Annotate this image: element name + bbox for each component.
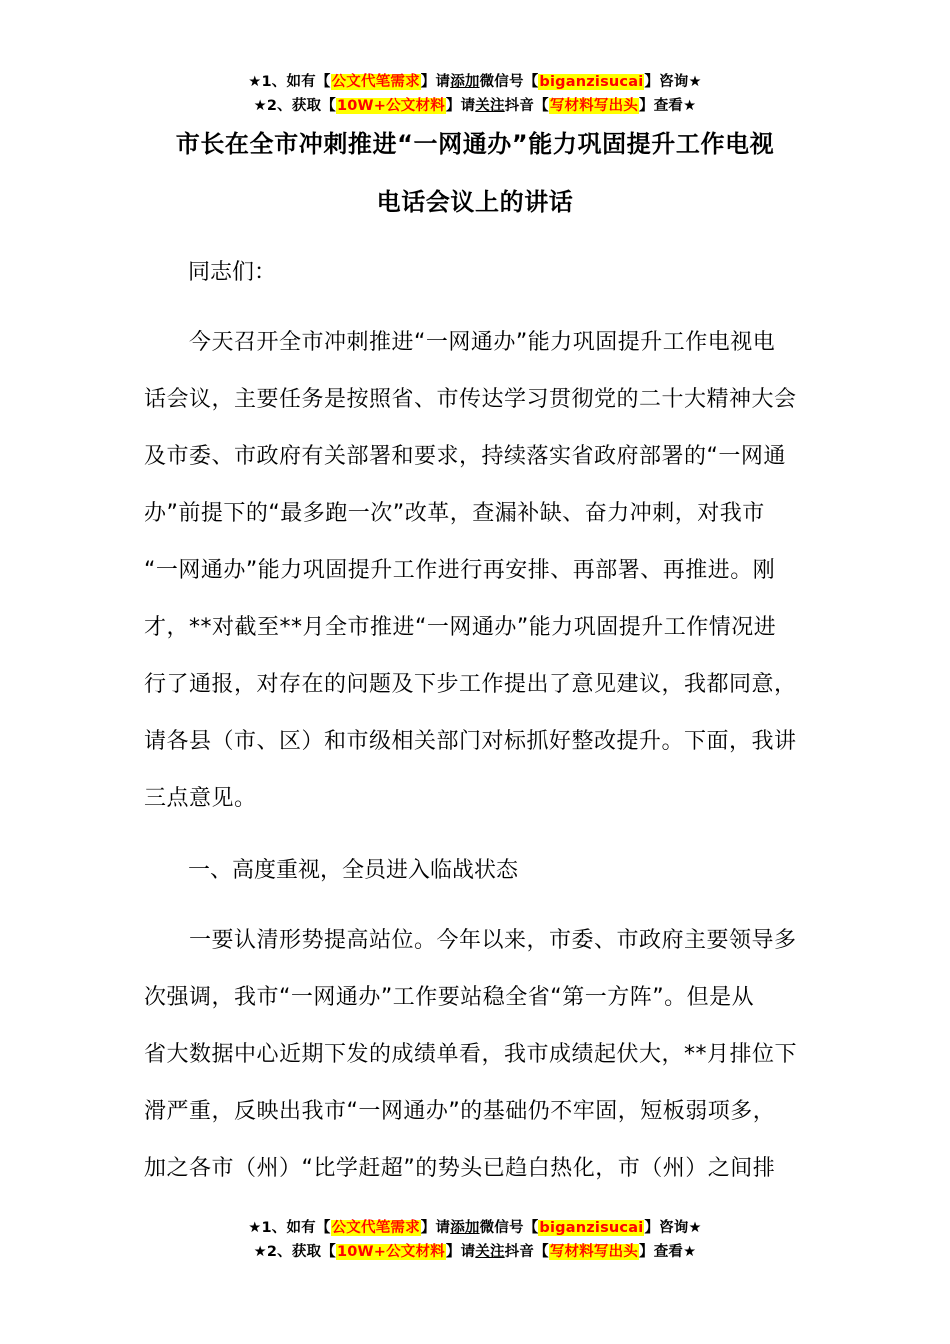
promo-line-2 — [0, 1240, 950, 1264]
promo-text: 】咨询★ — [644, 74, 702, 90]
text-line: 三点意见。 — [144, 786, 257, 811]
document-title-line-1: 市长在全市冲刺推进“一网通办”能力巩固提升工作电视 — [175, 130, 775, 158]
text-line: 今天召开全市冲刺推进“一网通办”能力巩固提升工作电视电 — [144, 330, 776, 355]
promo-highlight: 10W+公文材料 — [336, 98, 445, 114]
promo-text: 】请 — [445, 98, 476, 114]
promo-underline: 关注 — [475, 98, 505, 114]
text-line: 办”前提下的“最多跑一次”改革，查漏补缺、奋力冲刺，对我市 — [144, 501, 765, 526]
promo-highlight: 10W+公文材料 — [336, 1244, 445, 1260]
promo-text: ★2、获取【 — [253, 1244, 336, 1260]
text-line: 次强调，我市“一网通办”工作要站稳全省“第一方阵”。但是从 — [144, 985, 755, 1010]
text-line: 才，**对截至**月全市推进“一网通办”能力巩固提升工作情况进 — [144, 615, 777, 640]
promo-text: 】请 — [420, 1220, 451, 1236]
promo-banner-bottom — [0, 1216, 950, 1264]
promo-highlight: 公文代笔需求 — [331, 74, 420, 90]
promo-text: 】请 — [445, 1244, 476, 1260]
text-line: 一要认清形势提高站位。今年以来，市委、市政府主要领导多 — [144, 928, 797, 953]
text-line: 请各县（市、区）和市级相关部门对标抓好整改提升。下面，我讲 — [144, 729, 797, 754]
promo-text: 抖音【 — [504, 1244, 549, 1260]
text-line: “一网通办”能力巩固提升工作进行再安排、再部署、再推进。刚 — [144, 558, 776, 583]
paragraph-1 — [144, 326, 809, 839]
section-heading-1: 一、高度重视，全员进入临战状态 — [144, 858, 519, 883]
promo-text: 】请 — [420, 74, 451, 90]
paragraph-2 — [144, 924, 809, 1209]
promo-text: ★1、如有【 — [248, 74, 331, 90]
promo-underline: 添加 — [450, 74, 480, 90]
text-line: 及市委、市政府有关部署和要求，持续落实省政府部署的“一网通 — [144, 444, 786, 469]
promo-highlight: 写材料写出头 — [549, 1244, 639, 1260]
promo-text: 微信号【 — [479, 74, 539, 90]
promo-line-1 — [0, 1216, 950, 1240]
promo-text: 抖音【 — [504, 98, 549, 114]
document-title-line-2: 电话会议上的讲话 — [376, 188, 574, 216]
promo-banner-top — [0, 70, 950, 118]
promo-text: 微信号【 — [479, 1220, 539, 1236]
promo-line-1 — [0, 70, 950, 94]
text-line: 行了通报，对存在的问题及下步工作提出了意见建议，我都同意， — [144, 672, 797, 697]
promo-text: 】查看★ — [639, 98, 697, 114]
promo-text: ★1、如有【 — [248, 1220, 331, 1236]
promo-underline: 关注 — [475, 1244, 505, 1260]
promo-highlight: biganzisucai — [539, 1220, 644, 1236]
promo-text: 】查看★ — [639, 1244, 697, 1260]
text-line: 省大数据中心近期下发的成绩单看，我市成绩起伏大，**月排位下 — [144, 1042, 798, 1067]
promo-line-2 — [0, 94, 950, 118]
promo-highlight: 写材料写出头 — [549, 98, 639, 114]
promo-highlight: biganzisucai — [539, 74, 644, 90]
text-line: 加之各市（州）“比学赶超”的势头已趋白热化，市（州）之间排 — [144, 1156, 776, 1181]
promo-underline: 添加 — [450, 1220, 480, 1236]
promo-text: 】咨询★ — [644, 1220, 702, 1236]
text-line: 滑严重，反映出我市“一网通办”的基础仍不牢固，短板弱项多， — [144, 1099, 776, 1124]
text-line: 话会议，主要任务是按照省、市传达学习贯彻党的二十大精神大会 — [144, 387, 797, 412]
promo-text: ★2、获取【 — [253, 98, 336, 114]
promo-highlight: 公文代笔需求 — [331, 1220, 420, 1236]
salutation: 同志们： — [144, 260, 277, 285]
